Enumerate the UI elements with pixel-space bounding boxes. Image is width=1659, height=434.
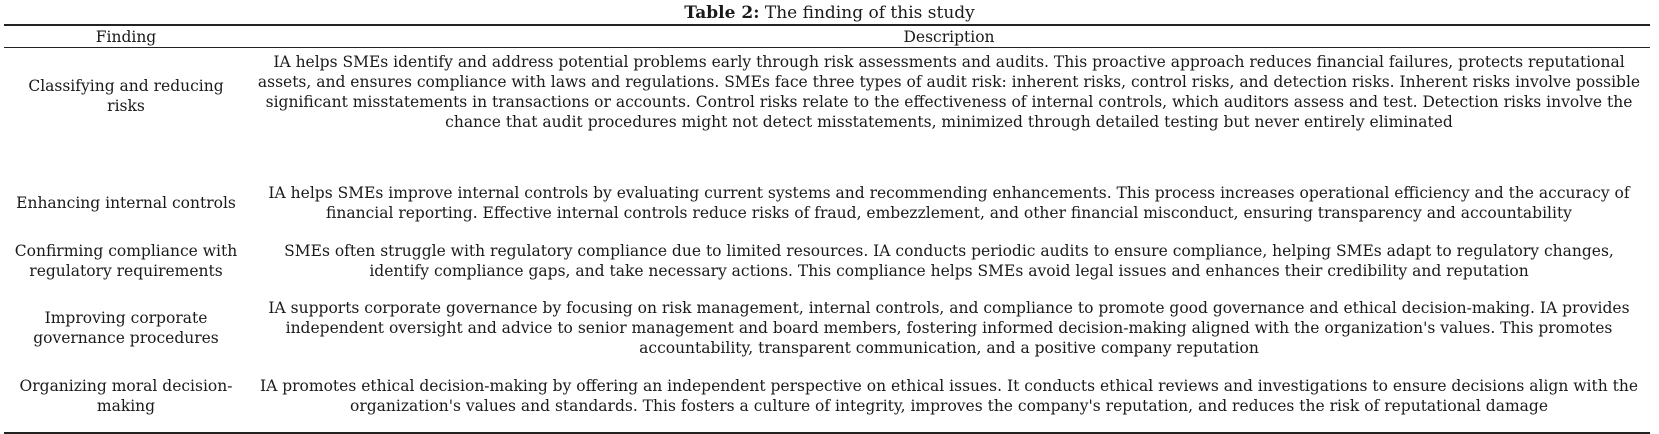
finding-cell: Enhancing internal controls <box>16 194 236 212</box>
table-row <box>4 174 1650 232</box>
finding-cell: Classifying and reducing risks <box>28 77 224 115</box>
table-caption-text: The finding of this study <box>759 3 975 23</box>
header-description: Description <box>248 25 1650 48</box>
finding-cell: Confirming compliance with regulatory requirements <box>14 242 238 280</box>
findings-table <box>4 24 1650 434</box>
finding-cell: Improving corporate governance procedures <box>33 309 219 347</box>
description-cell: IA helps SMEs identify and address potential problems early through risk assessments and audits. This proactive approach reduces financial failures, protects reputational assets, and ensures compliance with laws and regulations. SMEs face three types of audit risk: inherent risks, control risks, and detection risks. Inherent risks involve possible significant misstatements in transactions or accounts. Control risks relate to the effectiveness of internal controls, which auditors assess and test. Detection risks involve the chance that audit procedures might not detect misstatements, minimized through detailed testing but never entirely eliminated <box>257 53 1641 131</box>
description-cell: SMEs often struggle with regulatory compliance due to limited resources. IA conducts periodic audits to ensure compliance, helping SMEs adapt to regulatory changes, identify compliance gaps, and take necessary actions. This compliance helps SMEs avoid legal issues and enhances their credibility and reputation <box>284 242 1614 280</box>
table-row <box>4 290 1650 366</box>
description-cell: IA promotes ethical decision-making by offering an independent perspective on ethical issues. It conducts ethical reviews and investigations to ensure decisions align with the organization's values and standards. This fosters a culture of integrity, improves the company's reputation, and reduces the risk of reputational damage <box>248 366 1650 433</box>
table-caption-label: Table 2: <box>684 3 760 23</box>
description-cell: IA supports corporate governance by focusing on risk management, internal controls, and compliance to promote good governance and ethical decision-making. IA provides independent oversight and advice to senior management and board members, fostering informed decision-making aligned with the organization's values. This promotes accountability, transparent communication, and a positive company reputation <box>268 299 1630 357</box>
header-finding: Finding <box>4 25 248 48</box>
table-header-row <box>4 25 1650 48</box>
table-caption <box>0 2 1659 24</box>
table-row <box>4 48 1650 175</box>
finding-cell: Organizing moral decision-making <box>4 366 248 433</box>
table-row <box>4 232 1650 290</box>
description-cell: IA helps SMEs improve internal controls by evaluating current systems and recommending enhancements. This process increases operational efficiency and the accuracy of financial reporting. Effective internal controls reduce risks of fraud, embezzlement, and other financial misconduct, ensuring transparency and accountability <box>268 184 1630 222</box>
